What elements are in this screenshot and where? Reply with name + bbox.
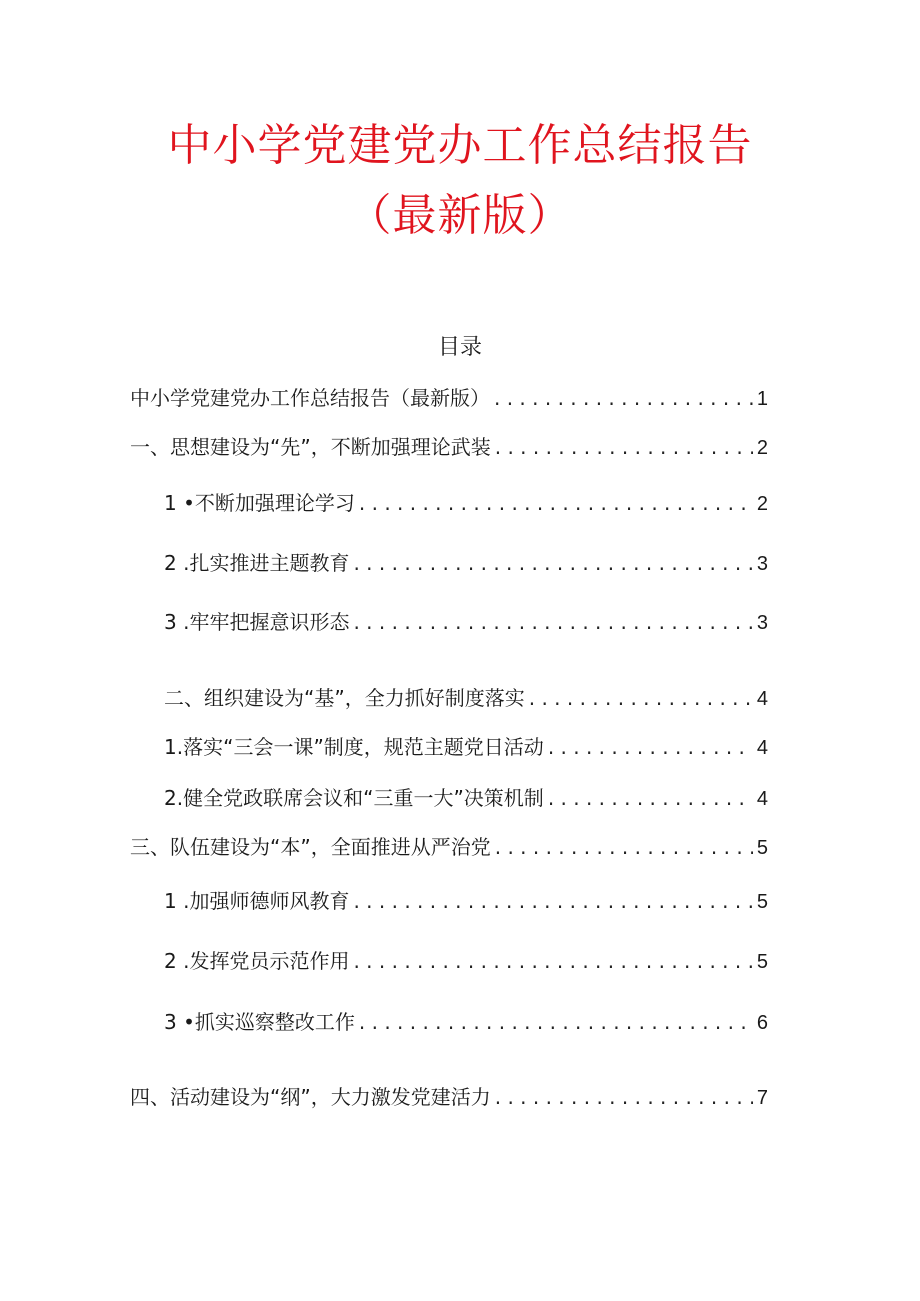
toc-entry-label: 一、思想建设为“先”，不断加强理论武装	[130, 435, 491, 459]
toc-entry-label: 3 •抓实巡察整改工作	[164, 1010, 355, 1034]
toc-entry-label: 1.落实“三会一课”制度，规范主题党日活动	[164, 735, 544, 759]
toc-page-number: 2	[756, 437, 768, 459]
toc-entry-section-1-3[interactable]	[164, 607, 768, 637]
dot-leader	[495, 1082, 753, 1112]
toc-entry-section-4[interactable]	[130, 1082, 768, 1112]
toc-entry-full-report[interactable]	[130, 383, 768, 413]
document-title: 中小学党建党办工作总结报告	[167, 120, 753, 171]
toc-entry-section-1-2[interactable]	[164, 548, 768, 578]
toc-page-number: 4	[756, 788, 768, 810]
dot-leader	[529, 683, 753, 713]
toc-entry-section-3[interactable]	[130, 832, 768, 862]
toc-entry-label: 中小学党建党办工作总结报告（最新版）	[130, 386, 490, 410]
toc-entry-section-3-3[interactable]	[164, 1007, 768, 1037]
toc-entry-label: 1 •不断加强理论学习	[164, 491, 355, 515]
toc-page-number: 7	[756, 1087, 768, 1109]
dot-leader	[353, 946, 752, 976]
toc-entry-label: 2 .扎实推进主题教育	[164, 551, 350, 575]
toc-page-number: 3	[756, 612, 768, 634]
dot-leader	[548, 732, 753, 762]
toc-entry-section-3-2[interactable]	[164, 946, 768, 976]
toc-page-number: 4	[756, 688, 768, 710]
dot-leader	[494, 383, 753, 413]
toc-entry-label: 四、活动建设为“纲”，大力激发党建活力	[130, 1085, 491, 1109]
toc-page-number: 5	[756, 891, 768, 913]
toc-entry-section-3-1[interactable]	[164, 886, 768, 916]
toc-page-number: 4	[756, 737, 768, 759]
toc-entry-label: 二、组织建设为“基”，全力抓好制度落实	[164, 686, 525, 710]
toc-page-number: 1	[756, 388, 768, 410]
toc-entry-label: 2.健全党政联席会议和“三重一大”决策机制	[164, 786, 544, 810]
toc-entry-section-2[interactable]	[164, 683, 768, 713]
dot-leader	[495, 832, 753, 862]
toc-entry-section-1[interactable]	[130, 432, 768, 462]
toc-heading: 目录	[437, 335, 482, 360]
toc-entry-label: 3 .牢牢把握意识形态	[164, 610, 350, 634]
toc-entry-section-2-1[interactable]	[164, 732, 768, 762]
toc-page-number: 5	[756, 837, 768, 859]
dot-leader	[359, 1007, 753, 1037]
toc-entry-section-1-1[interactable]	[164, 488, 768, 518]
dot-leader	[495, 432, 753, 462]
dot-leader	[548, 783, 753, 813]
dot-leader	[353, 886, 752, 916]
dot-leader	[353, 548, 752, 578]
dot-leader	[359, 488, 753, 518]
toc-page-number: 6	[756, 1012, 768, 1034]
toc-page-number: 3	[756, 553, 768, 575]
toc-entry-section-2-2[interactable]	[164, 783, 768, 813]
document-subtitle: （最新版）	[347, 190, 573, 241]
toc-page-number: 2	[756, 493, 768, 515]
toc-entry-label: 1 .加强师德师风教育	[164, 889, 350, 913]
toc-entry-label: 2 .发挥党员示范作用	[164, 949, 350, 973]
toc-entry-label: 三、队伍建设为“本”，全面推进从严治党	[130, 835, 491, 859]
dot-leader	[353, 607, 752, 637]
toc-page-number: 5	[756, 951, 768, 973]
